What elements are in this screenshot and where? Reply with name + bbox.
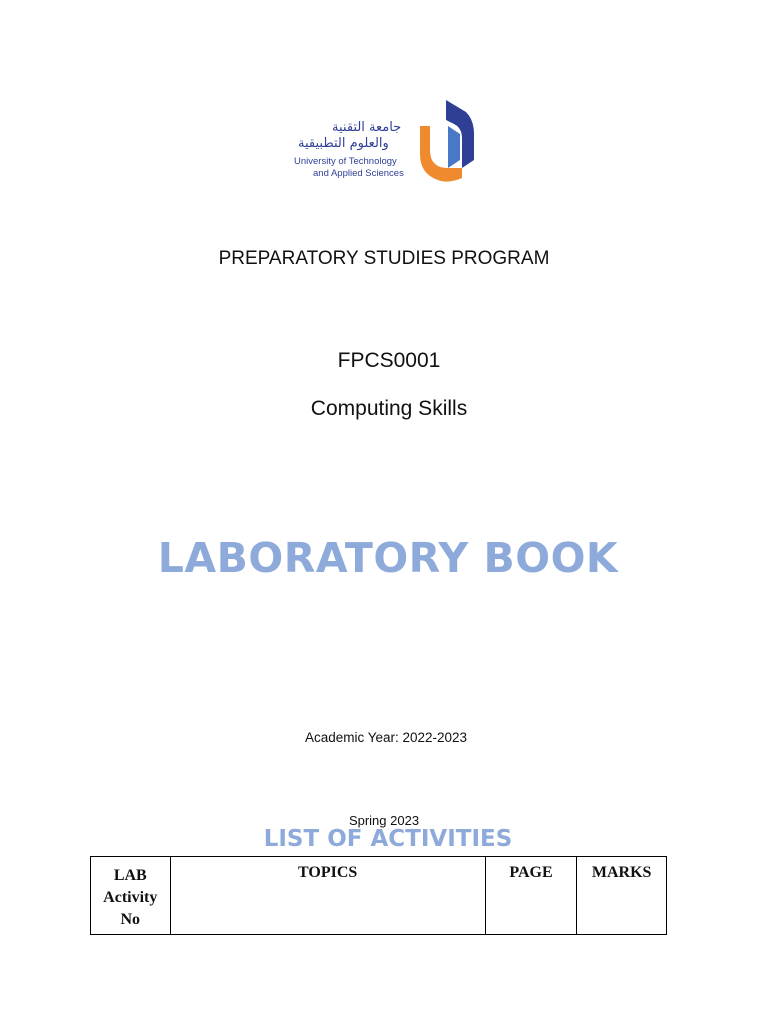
course-code: FPCS0001 (337, 349, 441, 372)
activities-table (90, 856, 667, 935)
header-marks: MARKS (577, 857, 667, 935)
course-title: Computing Skills (310, 397, 468, 420)
activities-heading: LIST OF ACTIVITIES (263, 826, 513, 852)
university-logo (292, 98, 476, 184)
logo-english-line1: University of Technology (294, 156, 397, 167)
header-topics: TOPICS (170, 857, 485, 935)
logo-english-line2: and Applied Sciences (313, 168, 404, 179)
table-header-row (91, 857, 667, 935)
program-title: PREPARATORY STUDIES PROGRAM (218, 248, 550, 269)
header-page: PAGE (485, 857, 577, 935)
logo-emblem-icon (418, 98, 476, 184)
header-lab-activity-no: LAB Activity No (91, 857, 171, 935)
logo-arabic-line1: جامعة التقنية (332, 120, 402, 135)
laboratory-book-title: LABORATORY BOOK (157, 534, 619, 582)
semester: Spring 2023 (348, 813, 420, 828)
academic-year: Academic Year: 2022-2023 (304, 730, 468, 745)
logo-arabic-line2: والعلوم التطبيقية (298, 136, 389, 151)
